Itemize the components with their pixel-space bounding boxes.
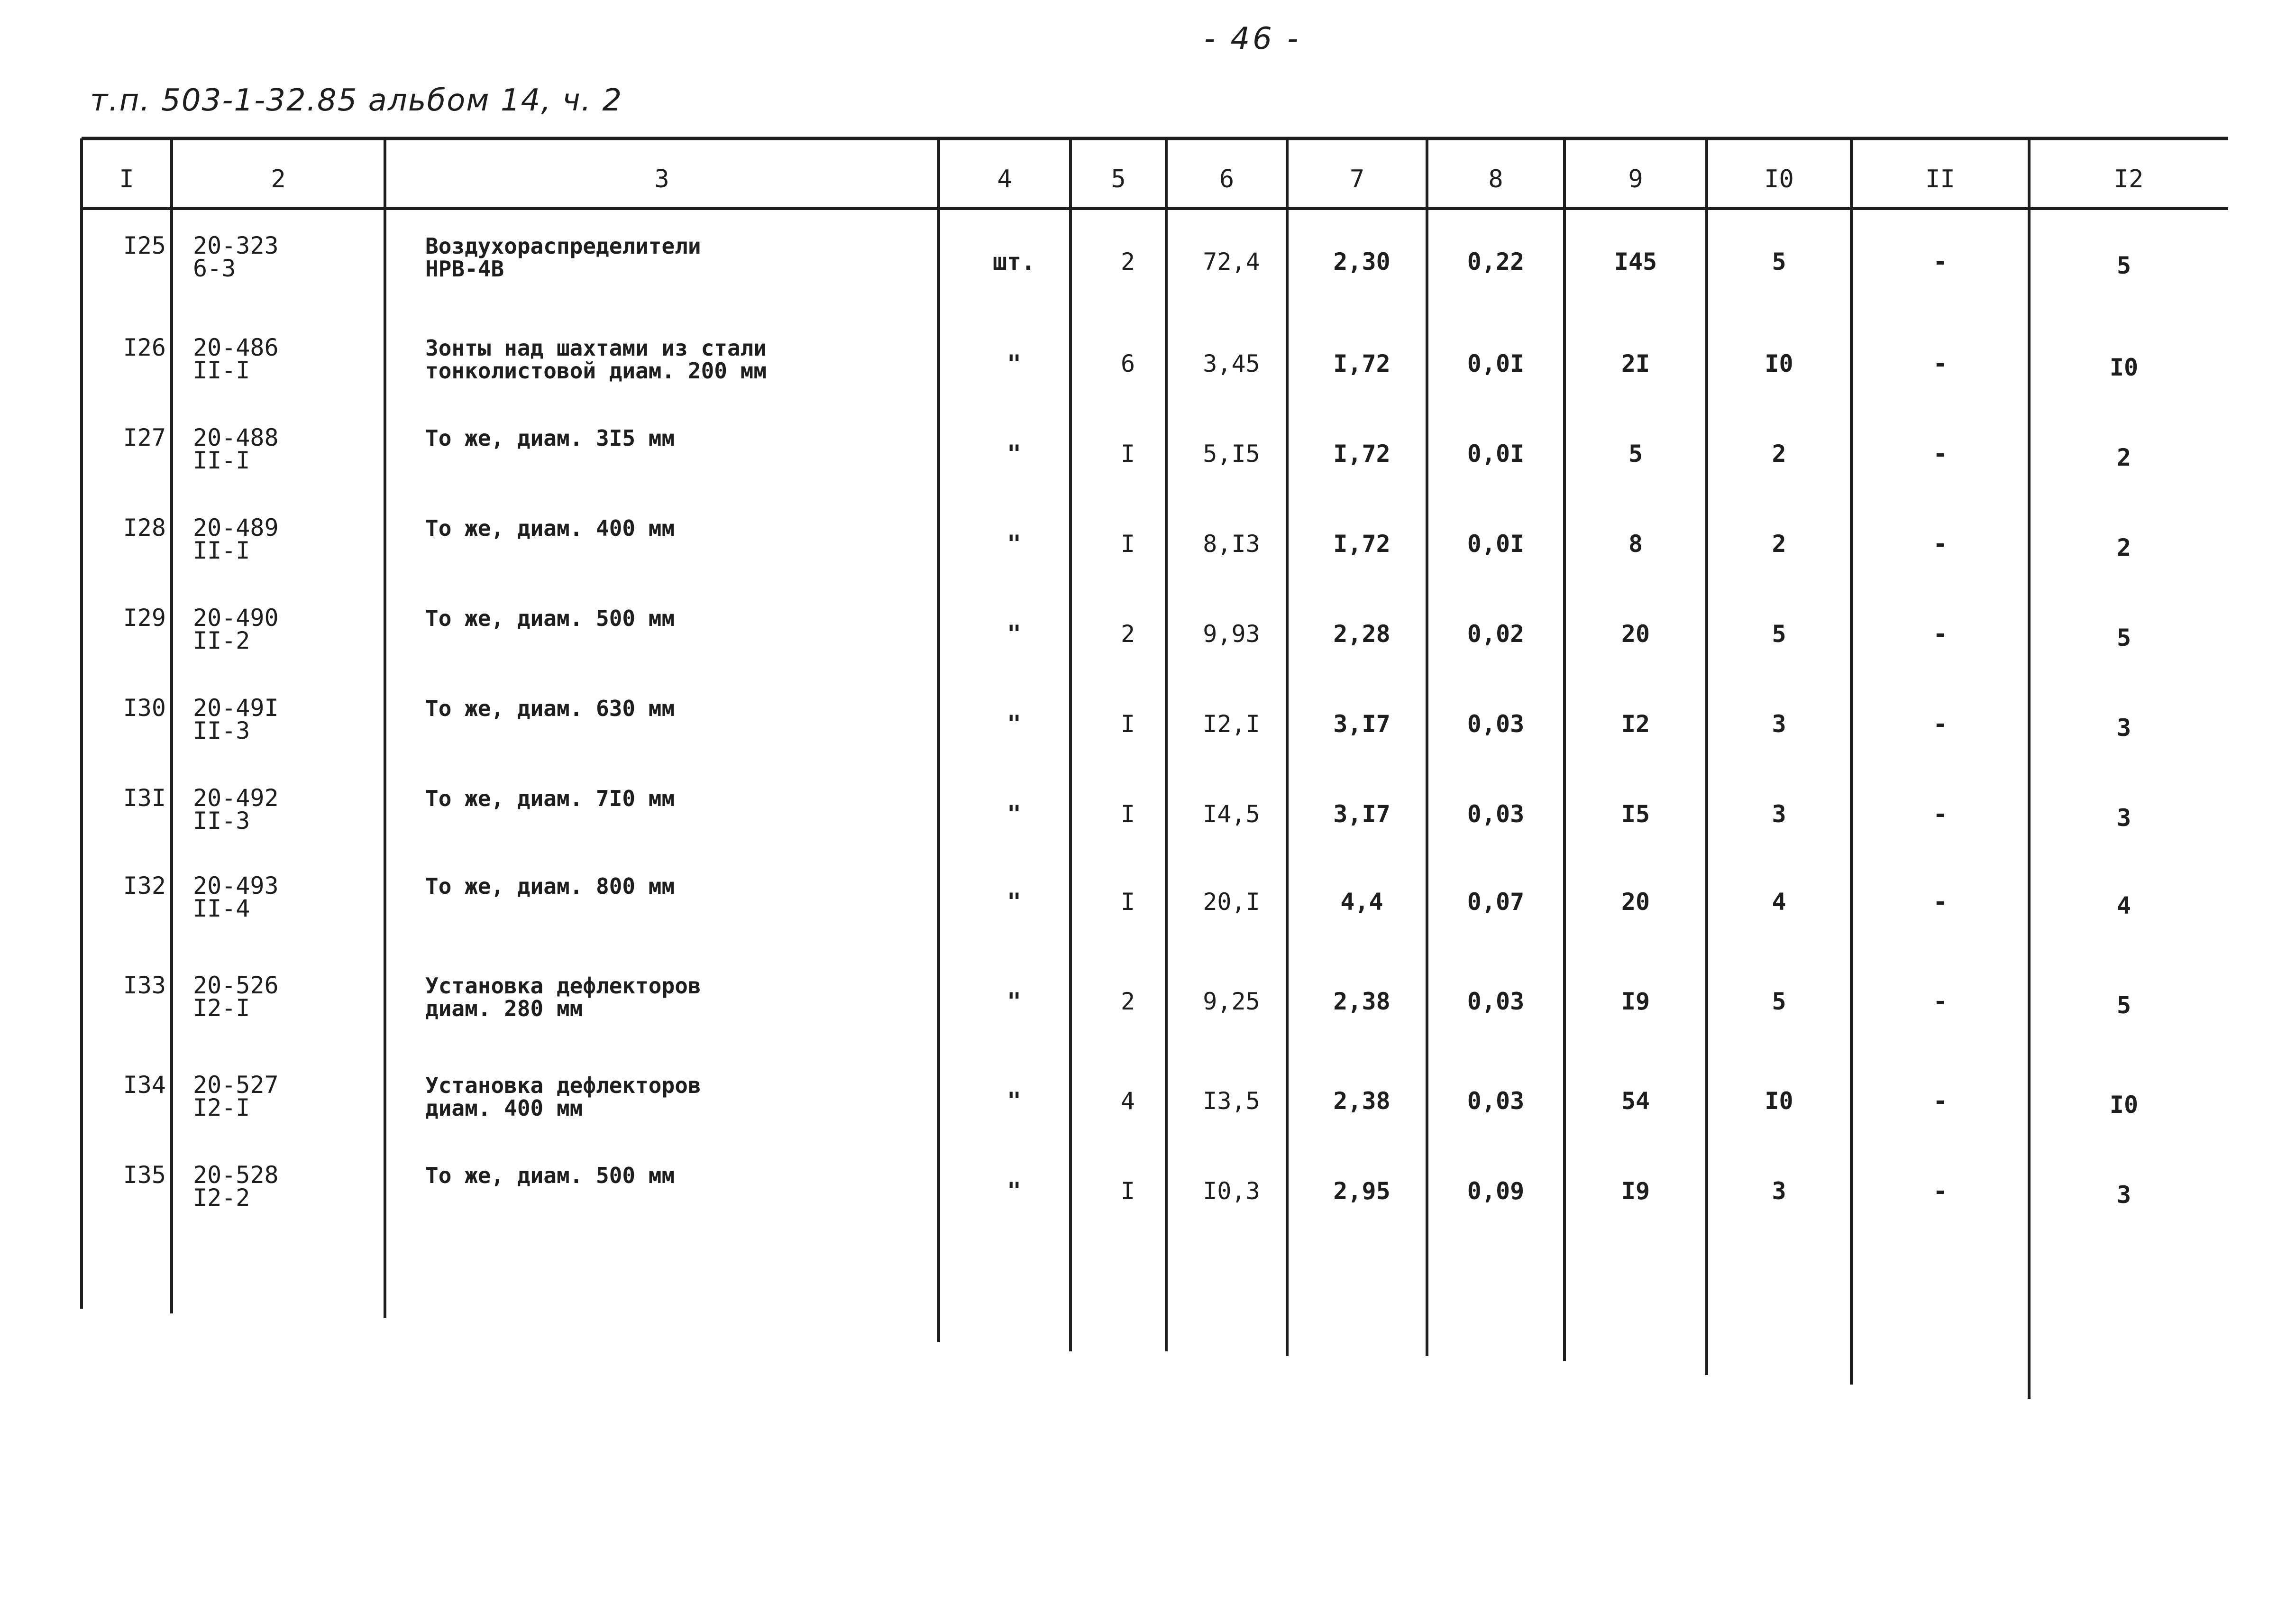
- table-header-row: [119, 165, 2143, 193]
- value-col-9: 5: [1628, 440, 1643, 468]
- value-col-10: I0: [1765, 350, 1793, 377]
- column-header-8: 8: [1488, 165, 1503, 193]
- value-col-7: 2,95: [1333, 1177, 1390, 1205]
- table-row: [123, 424, 2131, 474]
- value-col-6: 9,93: [1203, 620, 1260, 648]
- unit: ": [1006, 530, 1022, 558]
- table-row: [123, 972, 2131, 1022]
- value-col-9: 20: [1621, 888, 1650, 916]
- table-row: [123, 334, 2138, 384]
- value-col-10: 3: [1772, 800, 1786, 828]
- row-number: I34: [123, 1071, 166, 1099]
- value-col-11: -: [1933, 248, 1948, 275]
- table-row: [123, 872, 2131, 922]
- work-name: Воздухораспределители: [425, 233, 701, 259]
- row-number: I27: [123, 424, 166, 451]
- quantity: 4: [1120, 1087, 1135, 1115]
- value-col-10: 5: [1772, 248, 1786, 275]
- column-header-3: 3: [654, 165, 669, 193]
- norm-code: 20-323: [193, 232, 279, 259]
- norm-code: 20-49I: [193, 694, 279, 722]
- value-col-9: I45: [1614, 248, 1657, 275]
- norm-code: II-I: [193, 537, 250, 564]
- value-col-10: 3: [1772, 1177, 1786, 1205]
- value-col-9: 2I: [1621, 350, 1650, 377]
- value-col-6: I0,3: [1203, 1177, 1260, 1205]
- row-number: I29: [123, 604, 166, 632]
- value-col-7: 2,38: [1333, 1087, 1390, 1115]
- norm-code: 20-490: [193, 604, 279, 632]
- value-col-11: -: [1933, 1177, 1948, 1205]
- value-col-6: I2,I: [1203, 710, 1260, 738]
- work-name: То же, диам. 3I5 мм: [425, 425, 675, 451]
- unit: шт.: [992, 248, 1036, 275]
- value-col-7: 4,4: [1340, 888, 1383, 916]
- quantity: I: [1120, 710, 1135, 738]
- value-col-12: 5: [2116, 624, 2131, 651]
- value-col-7: 2,38: [1333, 988, 1390, 1015]
- unit: ": [1006, 1177, 1022, 1205]
- quantity: I: [1120, 530, 1135, 558]
- unit: ": [1006, 988, 1022, 1015]
- table-body: [123, 232, 2138, 1211]
- value-col-10: 2: [1772, 440, 1786, 468]
- value-col-8: 0,09: [1467, 1177, 1525, 1205]
- work-name: То же, диам. 630 мм: [425, 696, 675, 721]
- quantity: I: [1120, 800, 1135, 828]
- norm-code: II-I: [193, 357, 250, 384]
- column-header-6: 6: [1219, 165, 1235, 193]
- norm-code: 20-528: [193, 1161, 279, 1189]
- norm-code: 20-486: [193, 334, 279, 361]
- work-name: То же, диам. 400 мм: [425, 515, 675, 541]
- value-col-12: 3: [2116, 714, 2131, 742]
- value-col-6: I3,5: [1203, 1087, 1260, 1115]
- table-row: [123, 604, 2131, 654]
- value-col-8: 0,02: [1467, 620, 1525, 648]
- value-col-7: I,72: [1333, 440, 1390, 468]
- value-col-10: 3: [1772, 710, 1786, 738]
- value-col-12: 4: [2116, 892, 2131, 919]
- value-col-7: 3,I7: [1333, 800, 1390, 828]
- row-number: I35: [123, 1161, 166, 1189]
- work-name: Установка дефлекторов: [425, 973, 701, 999]
- unit: ": [1006, 620, 1022, 648]
- norm-code: 20-488: [193, 424, 279, 451]
- row-number: I32: [123, 872, 166, 899]
- unit: ": [1006, 800, 1022, 828]
- value-col-10: 2: [1772, 530, 1786, 558]
- quantity: 6: [1120, 350, 1135, 377]
- norm-code: II-4: [193, 895, 250, 922]
- value-col-10: 5: [1772, 988, 1786, 1015]
- value-col-7: 2,30: [1333, 248, 1390, 275]
- norm-code: I2-I: [193, 1094, 250, 1121]
- value-col-8: 0,03: [1467, 1087, 1525, 1115]
- quantity: 2: [1120, 988, 1135, 1015]
- work-name: То же, диам. 7I0 мм: [425, 786, 675, 811]
- norm-code: 6-3: [193, 255, 236, 282]
- value-col-7: I,72: [1333, 530, 1390, 558]
- value-col-12: 2: [2116, 444, 2131, 471]
- column-header-7: 7: [1349, 165, 1365, 193]
- work-name: То же, диам. 500 мм: [425, 606, 675, 631]
- work-name: диам. 400 мм: [425, 1095, 583, 1121]
- quantity: 2: [1120, 620, 1135, 648]
- value-col-6: 8,I3: [1203, 530, 1260, 558]
- value-col-11: -: [1933, 440, 1948, 468]
- quantity: 2: [1120, 248, 1135, 275]
- value-col-8: 0,07: [1467, 888, 1525, 916]
- norm-code: II-2: [193, 627, 250, 654]
- value-col-11: -: [1933, 530, 1948, 558]
- work-name: Установка дефлекторов: [425, 1073, 701, 1098]
- column-header-11: II: [1925, 165, 1955, 193]
- row-number: I26: [123, 334, 166, 361]
- value-col-9: I9: [1621, 1177, 1650, 1205]
- row-number: I30: [123, 694, 166, 722]
- value-col-8: 0,0I: [1467, 440, 1525, 468]
- norm-code: I2-I: [193, 994, 250, 1022]
- column-header-4: 4: [997, 165, 1012, 193]
- column-header-1: I: [119, 165, 134, 193]
- value-col-8: 0,03: [1467, 988, 1525, 1015]
- value-col-11: -: [1933, 888, 1948, 916]
- norm-code: 20-492: [193, 784, 279, 812]
- row-number: I25: [123, 232, 166, 259]
- value-col-11: -: [1933, 620, 1948, 648]
- unit: ": [1006, 350, 1022, 377]
- work-name: Зонты над шахтами из стали: [425, 335, 767, 361]
- norm-code: II-3: [193, 717, 250, 744]
- column-header-9: 9: [1628, 165, 1643, 193]
- value-col-8: 0,03: [1467, 800, 1525, 828]
- norm-code: I2-2: [193, 1184, 250, 1211]
- column-header-2: 2: [271, 165, 286, 193]
- value-col-11: -: [1933, 800, 1948, 828]
- value-col-6: 9,25: [1203, 988, 1260, 1015]
- column-header-5: 5: [1111, 165, 1126, 193]
- value-col-12: 5: [2116, 991, 2131, 1019]
- value-col-12: 2: [2116, 534, 2131, 561]
- value-col-12: 5: [2116, 252, 2131, 279]
- value-col-6: I4,5: [1203, 800, 1260, 828]
- row-number: I3I: [123, 784, 166, 812]
- table-row: [123, 784, 2131, 835]
- norm-code: II-3: [193, 807, 250, 835]
- norm-code: 20-493: [193, 872, 279, 899]
- table-row: [123, 1071, 2138, 1121]
- value-col-9: 8: [1628, 530, 1643, 558]
- table-row: [123, 694, 2131, 744]
- document-reference-handwritten: т.п. 503-1-32.85 альбом 14, ч. 2: [90, 83, 623, 118]
- norm-code: 20-526: [193, 972, 279, 999]
- norm-code: 20-489: [193, 514, 279, 541]
- value-col-10: 5: [1772, 620, 1786, 648]
- table-grid: [82, 138, 2228, 1399]
- row-number: I28: [123, 514, 166, 541]
- work-name: То же, диам. 800 мм: [425, 873, 675, 899]
- norm-code: II-I: [193, 447, 250, 474]
- value-col-11: -: [1933, 350, 1948, 377]
- unit: ": [1006, 710, 1022, 738]
- value-col-7: 3,I7: [1333, 710, 1390, 738]
- value-col-6: 20,I: [1203, 888, 1260, 916]
- value-col-9: I2: [1621, 710, 1650, 738]
- value-col-11: -: [1933, 1087, 1948, 1115]
- value-col-11: -: [1933, 710, 1948, 738]
- value-col-9: I5: [1621, 800, 1650, 828]
- value-col-12: 3: [2116, 1181, 2131, 1209]
- quantity: I: [1120, 888, 1135, 916]
- quantity: I: [1120, 1177, 1135, 1205]
- table-row: [123, 1161, 2131, 1211]
- page-number: - 46 -: [1204, 21, 1301, 56]
- value-col-12: I0: [2109, 354, 2139, 381]
- value-col-9: I9: [1621, 988, 1650, 1015]
- value-col-8: 0,03: [1467, 710, 1525, 738]
- unit: ": [1006, 440, 1022, 468]
- table-row: [123, 232, 2131, 282]
- quantity: I: [1120, 440, 1135, 468]
- norm-code: 20-527: [193, 1071, 279, 1099]
- value-col-6: 3,45: [1203, 350, 1260, 377]
- value-col-10: I0: [1765, 1087, 1793, 1115]
- value-col-12: 3: [2116, 804, 2131, 832]
- work-name: То же, диам. 500 мм: [425, 1163, 675, 1188]
- value-col-12: I0: [2109, 1091, 2139, 1119]
- unit: ": [1006, 888, 1022, 916]
- value-col-8: 0,0I: [1467, 350, 1525, 377]
- row-number: I33: [123, 972, 166, 999]
- unit: ": [1006, 1087, 1022, 1115]
- table-row: [123, 514, 2131, 564]
- value-col-6: 5,I5: [1203, 440, 1260, 468]
- column-header-12: I2: [2113, 165, 2144, 193]
- value-col-7: 2,28: [1333, 620, 1390, 648]
- value-col-10: 4: [1772, 888, 1786, 916]
- value-col-11: -: [1933, 988, 1948, 1015]
- value-col-9: 20: [1621, 620, 1650, 648]
- column-header-10: I0: [1764, 165, 1794, 193]
- value-col-6: 72,4: [1203, 248, 1260, 275]
- work-name: диам. 280 мм: [425, 996, 583, 1021]
- work-name: НРВ-4В: [425, 256, 504, 282]
- value-col-8: 0,22: [1467, 248, 1525, 275]
- value-col-9: 54: [1621, 1087, 1650, 1115]
- work-name: тонколистовой диам. 200 мм: [425, 358, 767, 384]
- value-col-7: I,72: [1333, 350, 1390, 377]
- value-col-8: 0,0I: [1467, 530, 1525, 558]
